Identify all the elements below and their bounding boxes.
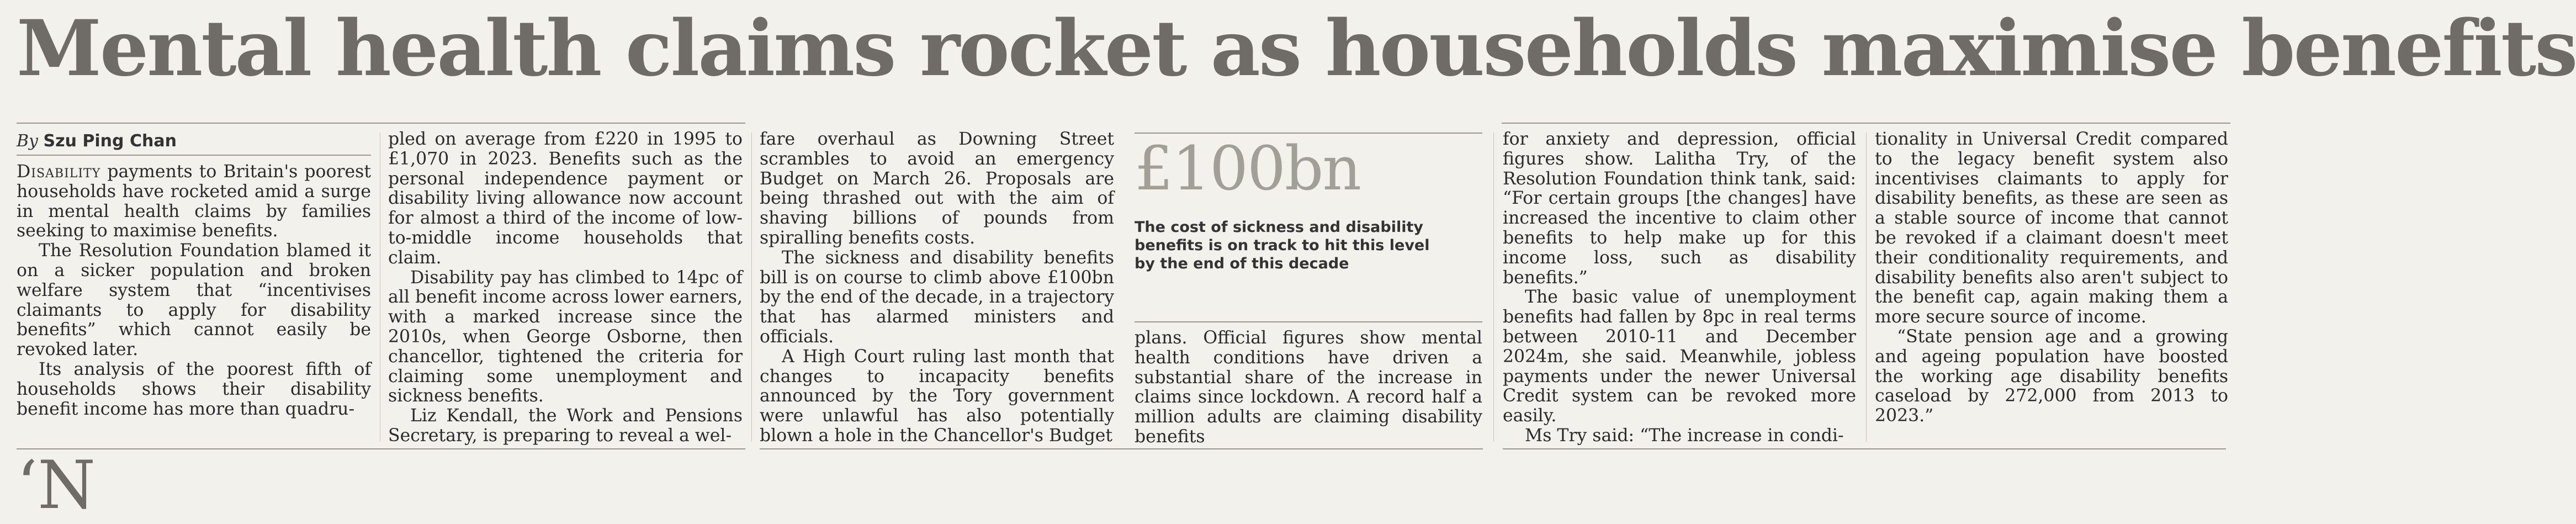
article-column-2 <box>388 130 743 446</box>
paragraph: Ms Try said: “The increase in condi- <box>1525 425 1844 446</box>
header-rule-right <box>1502 123 2230 124</box>
paragraph: The basic value of unemployment benefits had fallen by 8pc in real terms between 2010-11 and December 2024m, she said. Meanwhile, jobless payments under the newer Universal Credit system can be revoked more easily. <box>1503 287 1856 426</box>
lead-word: Disability <box>17 162 101 182</box>
paragraph: plans. Official figures show mental health conditions have driven a substantial share of the increase in claims since lockdown. A record half a million adults are claiming disability benefits <box>1135 328 1482 447</box>
byline-rule <box>17 155 371 156</box>
footer-rule <box>760 448 1483 449</box>
column-divider <box>751 133 752 442</box>
lead-text: payments to Britain's poorest households have rocketed amid a surge in mental health claims by families seeking to maximise benefits. <box>17 162 371 241</box>
column-divider <box>1493 133 1494 442</box>
stat-box-bottom-rule <box>1135 321 1482 322</box>
paragraph: Disability pay has climbed to 14pc of all benefit income across lower earners, with a marked increase since the 2010s, when George Osborne, then chancellor, tightened the criteria for claiming some unemployment and sickness benefits. <box>388 267 743 406</box>
paragraph: fare overhaul as Downing Street scrambles to avoid an emergency Budget on March 26. Proposals are being thrashed out with the aim of shaving billions of pounds from spiralling benefits costs. <box>760 129 1114 248</box>
paragraph: “State pension age and a growing and ageing population have boosted the working age disability benefits caseload by 272,000 from 2013 to 2023.” <box>1875 326 2228 426</box>
article-column-6 <box>1875 130 2228 426</box>
stat-figure: £100bn <box>1135 133 1361 204</box>
byline-author: Szu Ping Chan <box>43 131 177 151</box>
article-column-5 <box>1503 130 1856 446</box>
headline: Mental health claims rocket as households maximise benefits <box>17 3 2576 93</box>
paragraph: for anxiety and depression, official figures show. Lalitha Try, of the Resolution Foundation think tank, said: “For certain groups [the changes] have increased the incentive to claim other benefits to help make up for this income loss, such as disability benefits.” <box>1503 129 1856 288</box>
header-rule <box>17 123 745 124</box>
paragraph <box>17 162 371 241</box>
next-article-headline: ‘N <box>17 447 96 524</box>
paragraph: pled on average from £220 in 1995 to £1,070 in 2023. Benefits such as the personal independence payment or disability living allowance now account for almost a third of the income of low-to-middle income households that claim. <box>388 129 743 268</box>
footer-rule <box>17 448 745 449</box>
article-column-4 <box>1135 329 1482 447</box>
stat-caption: The cost of sickness and disability benefits is on track to hit this level by the end of this decade <box>1135 219 1430 272</box>
paragraph: Its analysis of the poorest fifth of households shows their disability benefit income has more than quadru- <box>17 359 371 419</box>
paragraph: The sickness and disability benefits bill is on course to climb above £100bn by the end of the decade, in a trajectory that has alarmed ministers and officials. <box>760 247 1114 347</box>
column-divider <box>1866 133 1867 442</box>
article-column-1 <box>17 131 371 419</box>
byline <box>17 131 371 151</box>
paragraph: tionality in Universal Credit compared to the legacy benefit system also incentivises claimants to apply for disability benefits, as these are seen as a stable source of income that cannot be revoked if a claimant doesn't meet their conditionality requirements, and disability benefits also aren't subject to the benefit cap, again making them a more secure source of income. <box>1875 129 2228 327</box>
paragraph: The Resolution Foundation blamed it on a sicker population and broken welfare system that “incentivises claimants to apply for disability benefits” which cannot easily be revoked later. <box>17 241 371 360</box>
paragraph: A High Court ruling last month that changes to incapacity benefits announced by the Tory government were unlawful has also potentially blown a hole in the Chancellor's Budget <box>760 346 1114 446</box>
footer-rule <box>1503 448 2226 449</box>
paragraph: Liz Kendall, the Work and Pensions Secretary, is preparing to reveal a wel- <box>388 406 743 446</box>
article-column-3 <box>760 130 1114 446</box>
byline-prefix: By <box>17 131 38 151</box>
